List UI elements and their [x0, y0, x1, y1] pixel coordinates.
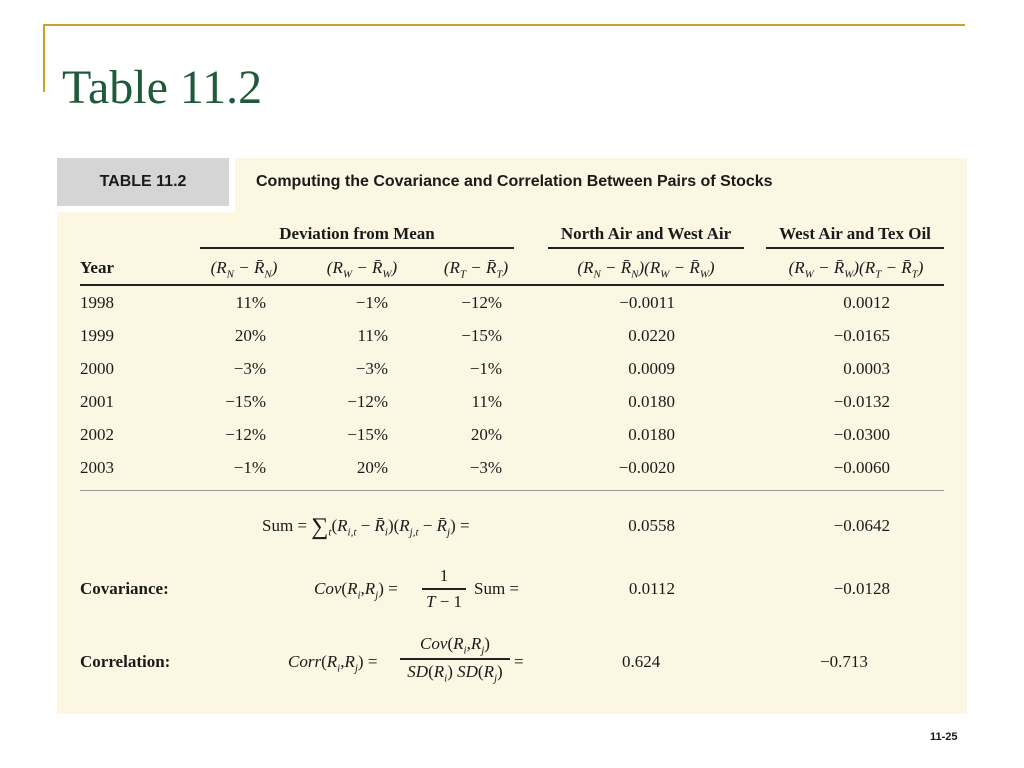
table-tag: TABLE 11.2 [57, 158, 229, 206]
tag-notch-bottom [57, 206, 235, 212]
cell-year: 2002 [80, 425, 114, 444]
cell-rw: 11% [357, 326, 388, 345]
cell-nw: 0.0180 [628, 425, 675, 444]
group-header-west-tex: West Air and Tex Oil [779, 224, 931, 243]
cell-year: 1999 [80, 326, 114, 345]
group-rule-west-tex [766, 247, 944, 249]
covariance-rhs: Sum = [474, 579, 520, 598]
slide-title: Table 11.2 [62, 61, 263, 114]
cell-rn: −12% [225, 425, 266, 444]
col-header-wt: ($R_W$ − $R̄_W)(R_T$ − $R̄_T$) [788, 258, 924, 281]
header-rule [80, 284, 944, 286]
cell-nw: −0.0020 [618, 458, 675, 477]
cell-rw: 20% [356, 458, 388, 477]
cell-rt: −15% [461, 326, 502, 345]
sum-expression: = $\sum_t(R_{i,t}$ − $R̄_i)(R_{j,t}$ − $R̄_j$) = [297, 514, 470, 540]
cell-rt: 11% [471, 392, 502, 411]
cell-rn: −1% [233, 458, 266, 477]
group-rule-north-west [548, 247, 744, 249]
summary-rule [80, 490, 944, 491]
col-header-rn: ($R_N$ − $R̄_N$) [210, 258, 278, 281]
correlation-wt: −0.713 [820, 652, 868, 671]
year-header: Year [80, 258, 114, 277]
covariance-label: Covariance: [80, 579, 169, 598]
cell-wt: −0.0060 [833, 458, 890, 477]
cell-year: 1998 [80, 293, 114, 312]
cell-rn: 11% [235, 293, 266, 312]
col-header-nw: ($R_N$ − $R̄_N)(R_W$ − $R̄_W$) [577, 258, 715, 281]
cell-nw: 0.0009 [628, 359, 675, 378]
correlation-fraction: $Cov(R_i,R_j)$ $SD(R_i)$ $SD(R_j)$ [400, 634, 510, 684]
sum-nw: 0.0558 [628, 516, 675, 535]
covariance-wt: −0.0128 [833, 579, 890, 598]
cell-wt: −0.0300 [833, 425, 890, 444]
covariance-fraction: 1 T − 1 [422, 566, 466, 612]
cell-rn: −15% [225, 392, 266, 411]
correlation-lhs: $Corr(R_i,R_j)$ = [288, 652, 378, 675]
slide-frame-left [43, 24, 45, 92]
cell-wt: −0.0165 [833, 326, 890, 345]
cell-nw: 0.0220 [628, 326, 675, 345]
tag-notch [229, 158, 235, 212]
covariance-lhs: $Cov(R_i,R_j)$ = [314, 579, 398, 602]
cell-nw: 0.0180 [628, 392, 675, 411]
group-rule-deviation [200, 247, 514, 249]
cell-year: 2001 [80, 392, 114, 411]
correlation-equals: = [514, 652, 524, 671]
cell-rn: −3% [233, 359, 266, 378]
cell-rt: 20% [470, 425, 502, 444]
group-header-deviation: Deviation from Mean [279, 224, 435, 243]
cell-wt: −0.0132 [833, 392, 890, 411]
slide-frame-top [43, 24, 965, 26]
cell-rn: 20% [234, 326, 266, 345]
page-number: 11-25 [930, 731, 958, 743]
sum-wt: −0.0642 [833, 516, 890, 535]
cell-wt: 0.0003 [843, 359, 890, 378]
sum-formula [262, 516, 470, 542]
cell-wt: 0.0012 [843, 293, 890, 312]
cell-rt: −12% [461, 293, 502, 312]
correlation-label: Correlation: [80, 652, 171, 671]
col-header-rw: ($R_W$ − $R̄_W$) [326, 258, 398, 281]
covariance-nw: 0.0112 [628, 579, 675, 598]
cell-rw: −3% [355, 359, 388, 378]
table-caption: Computing the Covariance and Correlation Between Pairs of Stocks [256, 173, 773, 190]
cell-rt: −1% [469, 359, 502, 378]
col-header-rt: ($R_T$ − $R̄_T$) [443, 258, 509, 281]
cell-year: 2003 [80, 458, 114, 477]
cell-rw: −1% [355, 293, 388, 312]
group-header-north-west: North Air and West Air [560, 224, 732, 243]
cell-year: 2000 [80, 359, 114, 378]
cell-rw: −15% [347, 425, 388, 444]
cell-rt: −3% [469, 458, 502, 477]
cell-rw: −12% [347, 392, 388, 411]
correlation-nw: 0.624 [622, 652, 661, 671]
sum-label: Sum [262, 516, 294, 535]
cell-nw: −0.0011 [619, 293, 675, 312]
